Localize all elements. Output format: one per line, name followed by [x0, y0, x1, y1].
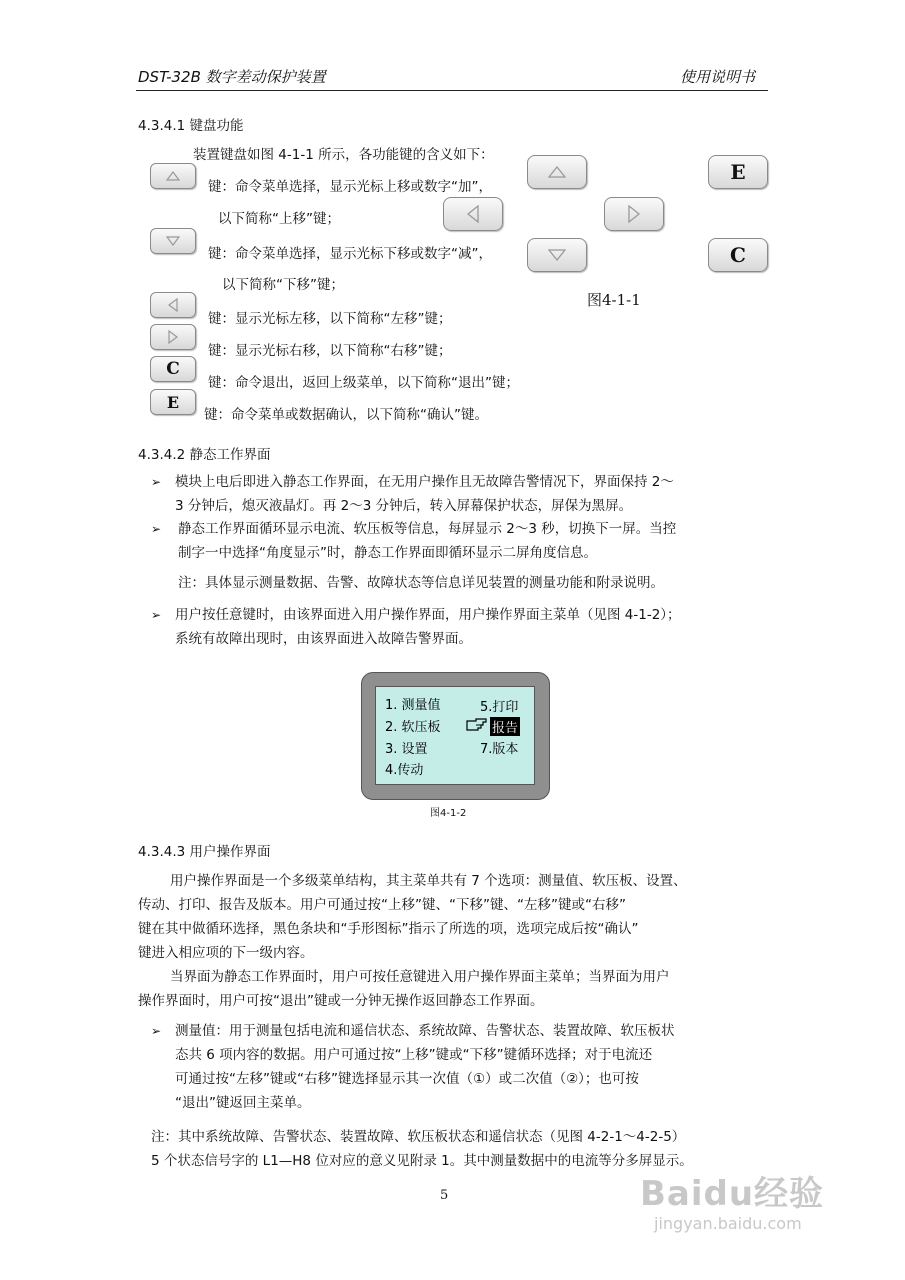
- fig-up-key-icon: [527, 155, 587, 189]
- lcd-menu-item-2: 2. 软压板: [385, 720, 441, 735]
- static-bullet2-line2: 制字一中选择“角度显示”时，静态工作界面即循环显示二屏角度信息。: [178, 545, 597, 561]
- c-key-desc: 键：命令退出，返回上级菜单，以下简称“退出”键；: [208, 375, 519, 391]
- static-bullet3-line1: 用户按任意键时，由该界面进入用户操作界面，用户操作界面主菜单（见图 4-1-2）；: [175, 607, 681, 623]
- e-key: [150, 389, 196, 415]
- user-ui-para1-line3: 键在其中做循环选择，黑色条块和“手形图标”指示了所选的项，选项完成后按“确认”: [138, 921, 639, 937]
- e-key-label: E: [166, 392, 180, 412]
- e-key-desc: 键：命令菜单或数据确认，以下简称“确认”键。: [204, 407, 488, 423]
- c-key-label: C: [166, 359, 180, 379]
- lcd-menu-item-3: 3. 设置: [385, 742, 428, 757]
- user-ui-para1-line1: 用户操作界面是一个多级菜单结构，其主菜单共有 7 个选项：测量值、软压板、设置、: [170, 873, 687, 889]
- static-note: 注：具体显示测量数据、告警、故障状态等信息详见装置的测量功能和附录说明。: [178, 575, 664, 591]
- page-number: 5: [440, 1188, 449, 1203]
- right-key-icon: [150, 324, 196, 350]
- measure-bullet-line4: “退出”键返回主菜单。: [175, 1095, 311, 1111]
- measure-bullet-line2: 态共 6 项内容的数据。用户可通过按“上移”键或“下移”键循环选择；对于电流还: [175, 1047, 653, 1063]
- bullet-arrow-icon: ➢: [151, 475, 162, 489]
- static-bullet3-line2: 系统有故障出现时，由该界面进入故障告警界面。: [175, 631, 472, 647]
- status-note-line1: 注：其中系统故障、告警状态、装置故障、软压板状态和遥信状态（见图 4-2-1～4-2-5）: [151, 1129, 686, 1145]
- left-key-icon: [150, 292, 196, 318]
- right-key-desc: 键：显示光标右移，以下简称“右移”键；: [208, 343, 452, 359]
- bullet-arrow-icon: ➢: [151, 608, 162, 622]
- lcd-menu-item-7: 7.版本: [480, 742, 519, 757]
- fig-down-key-icon: [527, 238, 587, 272]
- header-divider: [136, 90, 768, 91]
- static-bullet1-line1: 模块上电后即进入静态工作界面，在无用户操作且无故障告警情况下，界面保持 2～: [175, 474, 674, 490]
- status-note-line2: 5 个状态信号字的 L1—H8 位对应的意义见附录 1。其中测量数据中的电流等分多屏显示。: [151, 1153, 693, 1169]
- section-heading-user-ui: 4.3.4.3 用户操作界面: [138, 844, 271, 860]
- measure-bullet-line1: 测量值：用于测量包括电流和遥信状态、系统故障、告警状态、装置故障、软压板状: [175, 1023, 675, 1039]
- bullet-arrow-icon: ➢: [151, 1024, 162, 1038]
- figure-caption-4-1-1: 图4-1-1: [587, 291, 641, 309]
- lcd-menu-item-6-selected: 报告: [490, 717, 520, 736]
- up-key-icon: [150, 163, 196, 189]
- lcd-menu-item-1: 1. 测量值: [385, 698, 441, 713]
- up-key-alias: 以下简称“上移”键；: [218, 211, 340, 227]
- header-doc-type: 使用说明书: [680, 68, 756, 86]
- fig-e-key: [708, 155, 768, 189]
- baidu-watermark-url: jingyan.baidu.com: [654, 1214, 802, 1233]
- down-key-alias: 以下简称“下移”键；: [222, 277, 344, 293]
- fig-left-key-icon: [443, 197, 503, 231]
- figure-caption-4-1-2: 图4-1-2: [430, 808, 467, 819]
- fig-e-key-label: E: [730, 160, 746, 184]
- user-ui-para2-line1: 当界面为静态工作界面时，用户可按任意键进入用户操作界面主菜单；当界面为用户: [170, 969, 670, 985]
- keyboard-intro: 装置键盘如图 4-1-1 所示，各功能键的含义如下：: [193, 147, 494, 163]
- lcd-screen: [375, 686, 535, 785]
- hand-pointer-icon: [466, 717, 488, 735]
- static-bullet2-line1: 静态工作界面循环显示电流、软压板等信息，每屏显示 2～3 秒，切换下一屏。当控: [178, 521, 677, 537]
- user-ui-para1-line4: 键进入相应项的下一级内容。: [138, 945, 314, 961]
- baidu-watermark-logo: Baidu经验: [640, 1174, 825, 1214]
- bullet-arrow-icon: ➢: [151, 522, 162, 536]
- header-title: DST-32B 数字差动保护装置: [138, 68, 326, 86]
- c-key: [150, 356, 196, 382]
- down-key-icon: [150, 228, 196, 254]
- measure-bullet-line3: 可通过按“左移”键或“右移”键选择显示其一次值（①）或二次值（②）；也可按: [175, 1071, 639, 1087]
- static-bullet1-line2: 3 分钟后，熄灭液晶灯。再 2～3 分钟后，转入屏幕保护状态，屏保为黑屏。: [175, 498, 633, 514]
- user-ui-para1-line2: 传动、打印、报告及版本。用户可通过按“上移”键、“下移”键、“左移”键或“右移”: [138, 897, 626, 913]
- fig-c-key-label: C: [730, 243, 746, 267]
- left-key-desc: 键：显示光标左移，以下简称“左移”键；: [208, 311, 452, 327]
- lcd-menu-item-4: 4.传动: [385, 763, 424, 778]
- section-heading-keyboard: 4.3.4.1 键盘功能: [138, 118, 244, 134]
- user-ui-para2-line2: 操作界面时，用户可按“退出”键或一分钟无操作返回静态工作界面。: [138, 993, 544, 1009]
- section-heading-static: 4.3.4.2 静态工作界面: [138, 447, 271, 463]
- lcd-menu-item-5: 5.打印: [480, 700, 519, 715]
- fig-c-key: [708, 238, 768, 272]
- fig-right-key-icon: [604, 197, 664, 231]
- down-key-desc: 键：命令菜单选择，显示光标下移或数字“减”，: [208, 246, 492, 262]
- up-key-desc: 键：命令菜单选择，显示光标上移或数字“加”，: [208, 179, 492, 195]
